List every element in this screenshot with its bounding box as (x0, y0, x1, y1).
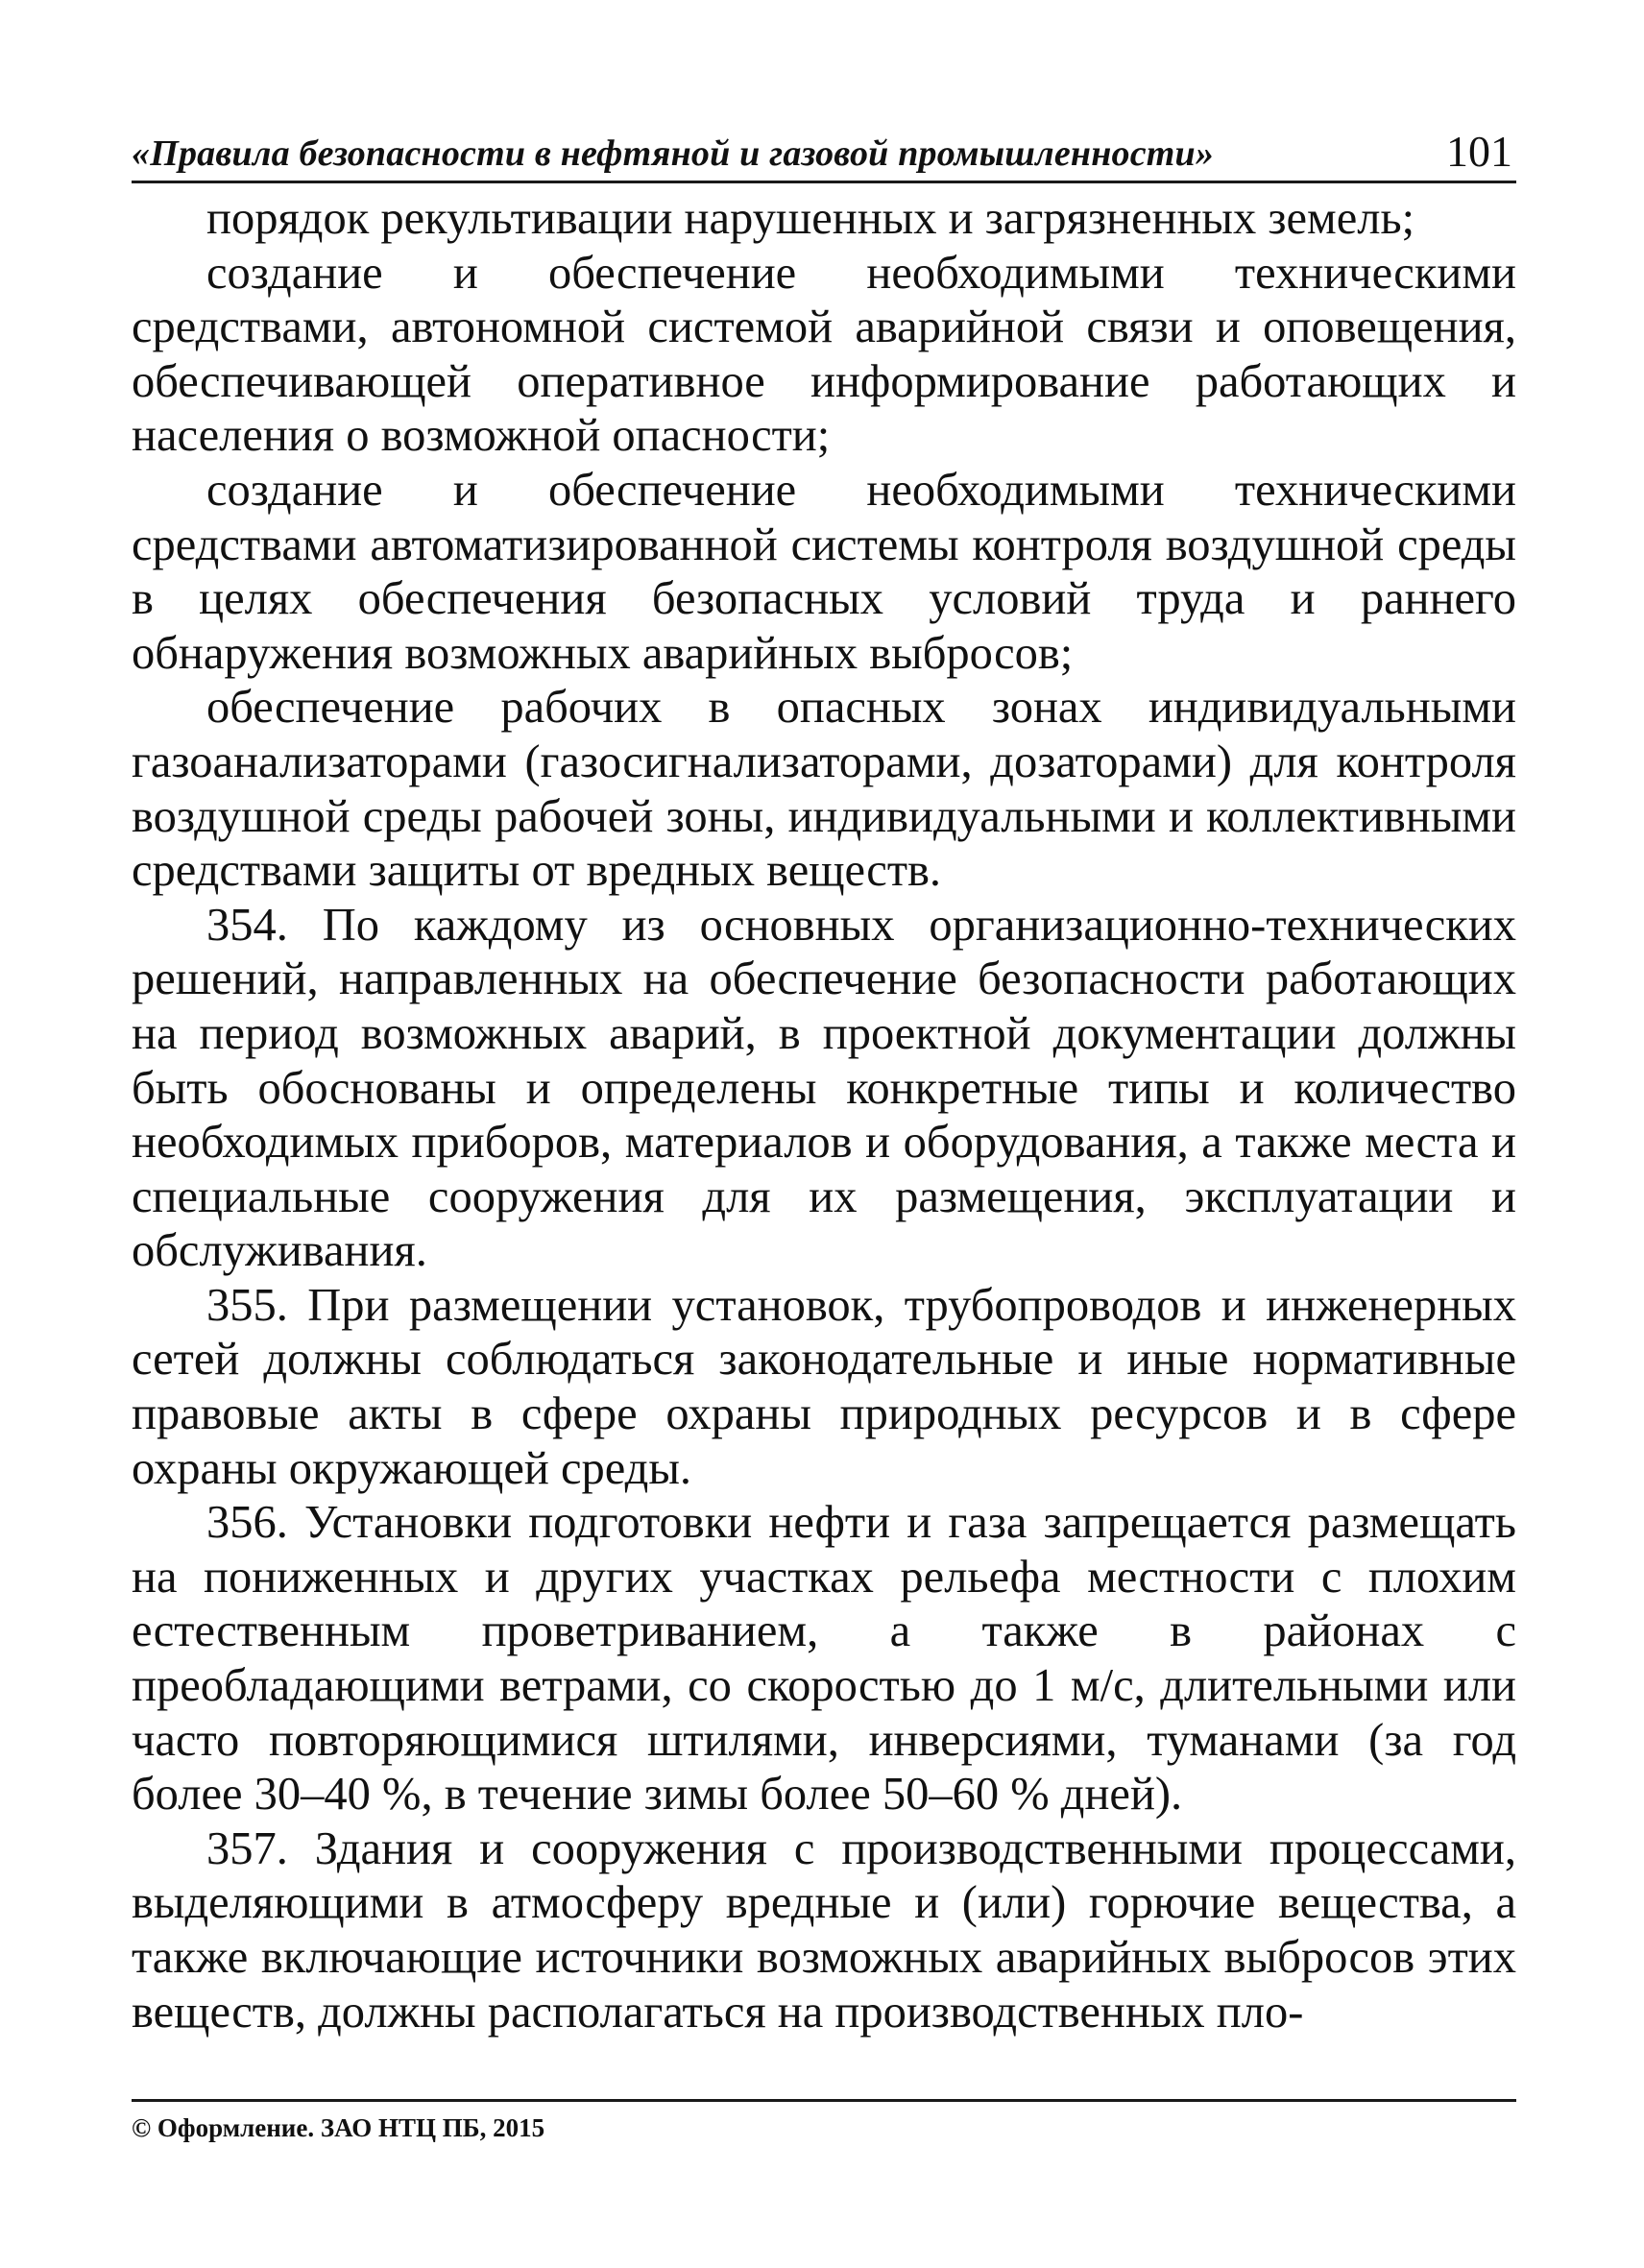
body-text (132, 192, 1516, 2039)
paragraph-clause-356: 356. Установки подготовки нефти и газа запрещается размещать на пониженных и других участках рельефа местности с плохим естественным проветриванием, а также в районах с преобладающими ветрами, со скоростью до 1 м/с, длительными или часто повторяющимися штилями, инверсиями, туманами (за год более 30–40 %, в течение зимы более 50–60 % дней). (132, 1497, 1516, 1821)
running-header (132, 123, 1516, 183)
paragraph-gas-analyzers: обеспечение рабочих в опасных зонах индивидуальными газоанализаторами (газосигнализаторами, дозаторами) для контроля воздушной среды рабочей зоны, индивидуальными и коллективными средствами защиты от вредных веществ. (132, 682, 1516, 897)
paragraph-clause-355: 355. При размещении установок, трубопроводов и инженерных сетей должны соблюдаться законодательные и иные нормативные правовые акты в сфере охраны природных ресурсов и в сфере охраны окружающей среды. (132, 1279, 1516, 1494)
book-title: «Правила безопасности в нефтяной и газовой промышленности» (132, 133, 1215, 174)
page-number: 101 (1446, 127, 1512, 176)
page-footer (132, 2099, 1516, 2143)
paragraph-clause-354: 354. По каждому из основных организационно-технических решений, направленных на обеспечение безопасности работающих на период возможных аварий, в проектной документации должны быть обоснованы и определены конкретные типы и количество необходимых приборов, материалов и оборудования, а также места и специальные сооружения для их размещения, эксплуатации и обслуживания. (132, 899, 1516, 1277)
paragraph-air-monitoring-system: создание и обеспечение необходимыми техническими средствами автоматизированной системы контроля воздушной среды в целях обеспечения безопасных условий труда и раннего обнаружения возможных аварийных выбросов; (132, 464, 1516, 679)
paragraph-clause-357: 357. Здания и сооружения с производственными процессами, выделяющими в атмосферу вредные и (или) горючие вещества, а также включающие источники возможных аварийных выбросов этих веществ, должны располагаться на производственных пло- (132, 1822, 1516, 2038)
paragraph-emergency-communication: создание и обеспечение необходимыми техническими средствами, автономной системой аварийной связи и оповещения, обеспечивающей оперативное информирование работающих и населения о возможной опасности; (132, 247, 1516, 462)
copyright-notice: © Оформление. ЗАО НТЦ ПБ, 2015 (132, 2113, 545, 2142)
paragraph-land-reclamation: порядок рекультивации нарушенных и загрязненных земель; (206, 193, 1415, 244)
